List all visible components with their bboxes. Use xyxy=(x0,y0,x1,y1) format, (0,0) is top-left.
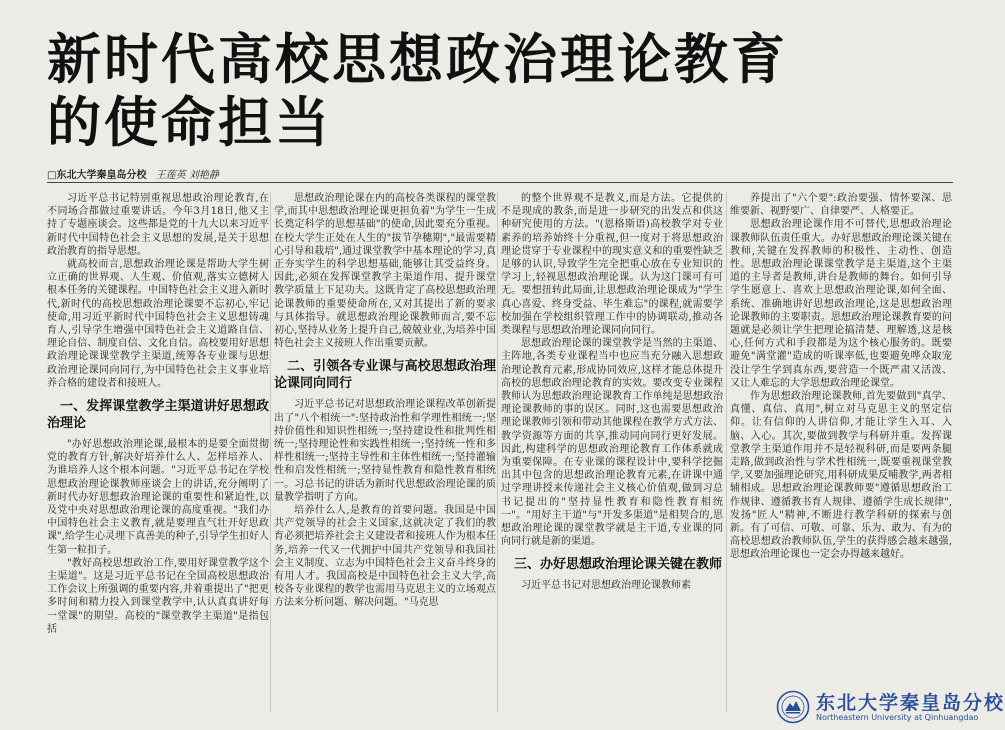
column-3 xyxy=(501,192,723,712)
logo-wordmark: 东北大学秦皇岛分校 xyxy=(816,691,1005,714)
column-4 xyxy=(730,192,952,712)
university-seal-icon xyxy=(776,690,810,724)
paragraph: 习近平总书记特别重视思想政治理论教育,在不同场合都做过重要讲话。今年3月18日,他又主持了专题座谈会。这些都是党的十九大以来习近平新时代中国特色社会主义思想的发展,是关于思想政治教育的指导思想。 xyxy=(47,193,269,257)
paragraph: 的整个世界观不是教义,而是方法。它提供的不是现成的教条,而是进一步研究的出发点和供这种研究使用的方法。"(恩格斯语)高校教学对专业素养的培养始终十分重视,但一度对于将思想政治理论贯穿于专业课程中的现实意义和的重要性缺乏足够的认识,导致学生完全把重心放在专业知识的学习上,轻视思想政治理论课。认为这门课可有可无。要想扭转此局面,让思想政治理论课成为"学生真心喜爱、终身受益、毕生难忘"的课程,就需要学校加强在学校组织管理工作中的协调联动,推动各类课程与思想政治理论课同向同行。 xyxy=(501,193,723,337)
byline-authors: 王莲英 刘艳静 xyxy=(155,170,219,181)
byline xyxy=(47,166,219,181)
logo-text-block xyxy=(816,693,1005,722)
paragraph: 作为思想政治理论课教师,首先要做到"真学、真懂、真信、真用",树立对马克思主义的坚定信仰。让有信仰的人讲信仰,才能让学生入耳、入脑、入心。其次,要做到教学与科研并重。发挥课堂教学主渠道作用并不是轻视科研,而是要两条腿走路,做到政治性与学术性相统一,既要重视课堂教学,又要加强理论研究,用科研成果反哺教学,两者相辅相成。思想政治理论课教师要"遵循思想政治工作规律、遵循教书育人规律、遵循学生成长规律",发扬"匠人"精神,不断进行教学科研的探索与创新。有了可信、可敬、可靠、乐为、敢为、有为的高校思想政治教师队伍,学生的获得感会越来越强,思想政治理论课也一定会办得越来越好。 xyxy=(730,391,952,561)
byline-organization: □东北大学秦皇岛分校 xyxy=(47,170,147,181)
paragraph: 思想政治理论课作用不可替代,思想政治理论课教师队伍责任重大。办好思想政治理论课关键在教师,关键在发挥教师的积极性、主动性、创造性。思想政治理论课课堂教学是主渠道,这个主渠道的主导者是教师,讲台是教师的舞台。如何引导学生愿意上、喜欢上思想政治理论课,如何全面、系统、准确地讲好思想政治理论,这是思想政治理论课教师的主要职责。思想政治理论课教育要的问题就是必须让学生把理论搞清楚、理解透,这是核心,任何方式和手段都是为这个核心服务的。既要避免"满堂灌"造成的听课率低,也要避免哗众取宠没让学生学到真东西,要营造一个既严肃又活泼、又让人难忘的大学思想政治理论课堂。 xyxy=(730,219,952,389)
section-heading-2: 二、引领各专业课与高校思想政治理论课同向同行 xyxy=(274,359,496,392)
paragraph: 思想政治理论课在内的高校各类课程的课堂教学,而其中思想政治理论课更担负着"为学生一生成长奠定科学的思想基础"的使命,因此要充分重视。在校大学生正处在人生的"拔节孕穗期","最需要精心引导和栽培",通过课堂教学中基本理论的学习,真正夯实学生的科学思想基础,能够让其受益终身。因此,必须在发挥课堂教学主渠道作用、提升课堂教学质量上下足功夫。这既肯定了高校思想政治理论课教师的重要使命所在,又对其提出了新的要求与具体指导。就思想政治理论课教师而言,要不忘初心,坚持从业务上提升自己,兢兢业业,为培养中国特色社会主义接班人作出重要贡献。 xyxy=(274,193,496,350)
column-divider xyxy=(270,192,271,712)
paragraph: 习近平总书记对思想政治理论课程改革创新提出了"八个相统一":坚持政治性和学理性相统一;坚持价值性和知识性相统一;坚持建设性和批判性相统一;坚持理论性和实践性相统一;坚持统一性和多样性相统一;坚持主导性和主体性相统一;坚持灌输性和启发性相统一;坚持显性教育和隐性教育相统一。习总书记的讲话为新时代思想政治理论课的质量教学指明了方向。 xyxy=(274,399,496,503)
section-heading-1: 一、发挥课堂教学主渠道讲好思想政治理论 xyxy=(47,399,269,432)
paragraph: 思想政治理论课的课堂教学是当然的主渠道、主阵地,各类专业课程当中也应当充分融入思想政治理论教育元素,形成协同效应,这样才能总体提升高校的思想政治理论教育的实效。要改变专业课程教师认为思想政治理论课教育工作单纯是思想政治理论课教师的事的误区。同时,这也需要思想政治理论课教师引领和带动其他课程在教学方式方法、教学资源等方面的共享,推动同向同行更好发展。因此,构建科学的思想政治理论教育工作体系就成为重要保障。在专业课的课程设计中,要科学挖掘出其中包含的思想政治理论教育元素,在讲课中通过学理讲授来传递社会主义核心价值观,做到习总书记提出的"坚持显性教育和隐性教育相统一"。"用好主干道"与"开发多渠道"是相契合的,思想政治理论课的课堂教学就是主干道,专业课的同向同行就是新的渠道。 xyxy=(501,338,723,548)
paragraph: 就高校而言,思想政治理论课是帮助大学生树立正确的世界观、人生观、价值观,落实立德树人根本任务的关键课程。中国特色社会主义进入新时代,新时代的高校思想政治理论课要不忘初心,牢记使命,用习近平新时代中国特色社会主义思想铸魂育人,引导学生增强中国特色社会主义道路自信、理论自信、制度自信、文化自信。高校要用好思想政治理论课课堂教学主渠道,统筹各专业课与思想政治理论课同向同行,为中国特色社会主义事业培养合格的建设者和接班人。 xyxy=(47,259,269,389)
column-divider xyxy=(497,192,498,712)
column-1 xyxy=(47,192,269,712)
paragraph: "办好思想政治理论课,最根本的是要全面贯彻党的教育方针,解决好培养什么人、怎样培养人、为谁培养人这个根本问题。"习近平总书记在学校思想政治理论课教师座谈会上的讲话,充分阐明了新时代办好思想政治理论课的重要性和紧迫性,以及党中央对思想政治理论课的高度重视。"我们办中国特色社会主义教育,就是要理直气壮开好思政课",给学生心灵埋下真善美的种子,引导学生扣好人生第一粒扣子。 xyxy=(47,439,269,556)
paragraph: 养提出了"六个要":政治要强、情怀要深、思维要新、视野要广、自律要严、人格要正。 xyxy=(730,193,952,218)
column-divider xyxy=(726,192,727,712)
section-heading-3: 三、办好思想政治理论课关键在教师 xyxy=(514,557,723,573)
paragraph: 习近平总书记对思想政治理论课教师素 xyxy=(521,580,691,592)
header-rule xyxy=(47,182,953,183)
column-2 xyxy=(274,192,496,712)
paragraph: "教好高校思想政治工作,要用好课堂教学这个主渠道"。这是习近平总书记在全国高校思想政治工作会议上所强调的重要内容,并着重提出了"把更多时间和精力投入到课堂教学中,认认真真讲好每一堂课"的期望。高校的"课堂教学主渠道"是指包括 xyxy=(47,557,269,635)
paragraph: 培养什么人,是教育的首要问题。我国是中国共产党领导的社会主义国家,这就决定了我们的教育必须把培养社会主义建设者和接班人作为根本任务,培养一代又一代拥护中国共产党领导和我国社会主义制度、立志为中国特色社会主义奋斗终身的有用人才。我国高校是中国特色社会主义大学,高校各专业课程的教学也需用马克思主义的立场观点方法来分析问题、解决问题。"马克思 xyxy=(274,505,496,609)
university-logo xyxy=(776,688,1005,726)
logo-subtitle: Northeastern University at Qinhuangdao xyxy=(816,712,979,722)
headline: 新时代高校思想政治理论教育 的使命担当 xyxy=(47,28,788,154)
